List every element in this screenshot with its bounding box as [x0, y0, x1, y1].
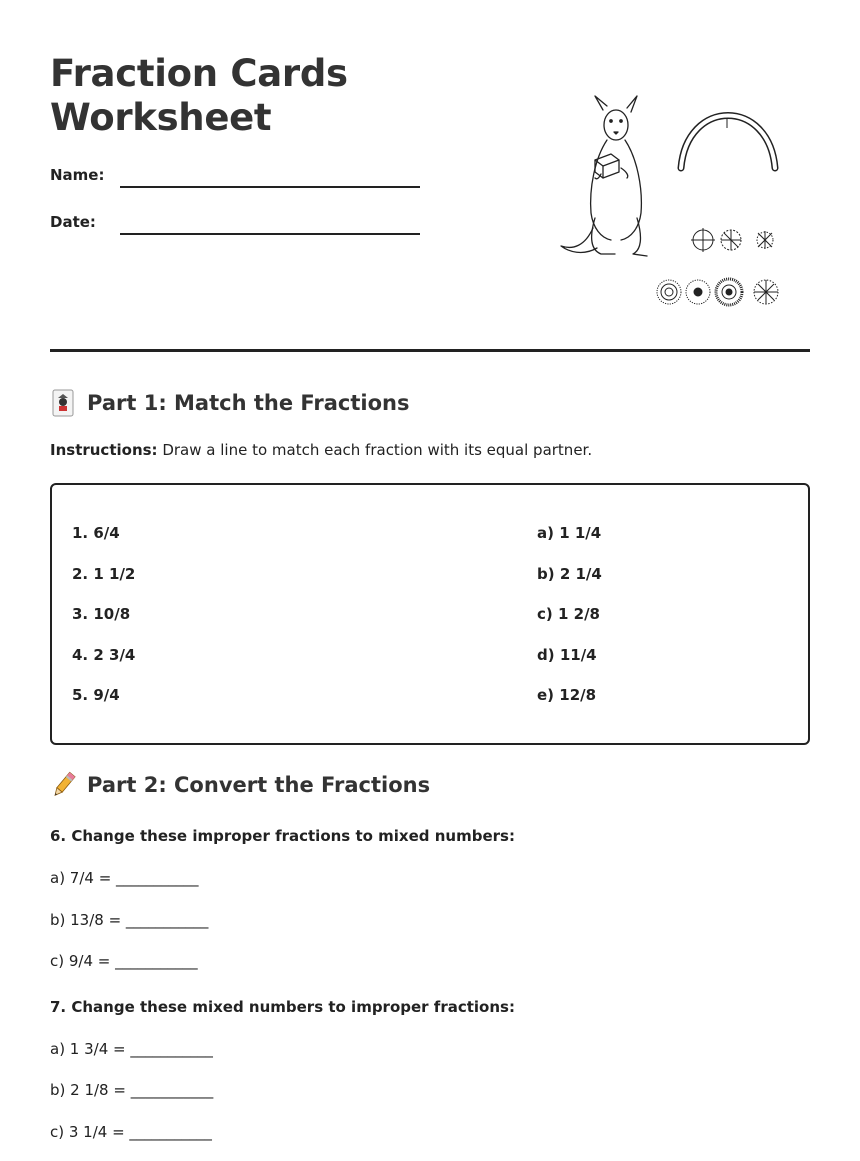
- question-6-item[interactable]: a) 7/4 = ___________: [50, 869, 199, 887]
- part1-heading: [50, 388, 409, 418]
- name-label: Name:: [50, 166, 105, 184]
- instructions-text: Draw a line to match each fraction with its equal partner.: [157, 441, 593, 459]
- match-right-item: e) 12/8: [537, 686, 597, 704]
- part2-heading: [50, 770, 430, 800]
- worksheet-title: [50, 52, 348, 140]
- match-left-item: 2. 1 1/2: [72, 565, 136, 583]
- question-7-item[interactable]: b) 2 1/8 = ___________: [50, 1081, 214, 1099]
- match-left-item: 1. 6/4: [72, 524, 120, 542]
- instructions-label: Instructions:: [50, 441, 158, 459]
- question-7-prompt: 7. Change these mixed numbers to improper fractions:: [50, 998, 515, 1016]
- name-field[interactable]: [120, 186, 420, 188]
- question-6-item[interactable]: b) 13/8 = ___________: [50, 911, 209, 929]
- match-left-item: 4. 2 3/4: [72, 646, 136, 664]
- date-field[interactable]: [120, 233, 420, 235]
- instructions: [50, 441, 592, 459]
- match-right-item: b) 2 1/4: [537, 565, 602, 583]
- part1-heading-text: Part 1: Match the Fractions: [87, 391, 410, 415]
- match-right-item: d) 11/4: [537, 646, 597, 664]
- playing-card-icon: [50, 388, 77, 418]
- part2-heading-text: Part 2: Convert the Fractions: [87, 773, 431, 797]
- title-line-2: Worksheet: [50, 96, 272, 139]
- question-7-item[interactable]: c) 3 1/4 = ___________: [50, 1123, 212, 1141]
- match-left-item: 5. 9/4: [72, 686, 120, 704]
- match-box: [50, 483, 810, 745]
- match-right-item: a) 1 1/4: [537, 524, 602, 542]
- match-left-item: 3. 10/8: [72, 605, 131, 623]
- date-label: Date:: [50, 213, 96, 231]
- question-6-item[interactable]: c) 9/4 = ___________: [50, 952, 198, 970]
- title-line-1: Fraction Cards: [50, 52, 348, 95]
- question-7-item[interactable]: a) 1 3/4 = ___________: [50, 1040, 213, 1058]
- pencil-icon: [50, 770, 77, 800]
- question-6-prompt: 6. Change these improper fractions to mixed numbers:: [50, 827, 515, 845]
- header-divider: [50, 349, 810, 352]
- kangaroo-illustration: [555, 88, 795, 313]
- match-right-item: c) 1 2/8: [537, 605, 600, 623]
